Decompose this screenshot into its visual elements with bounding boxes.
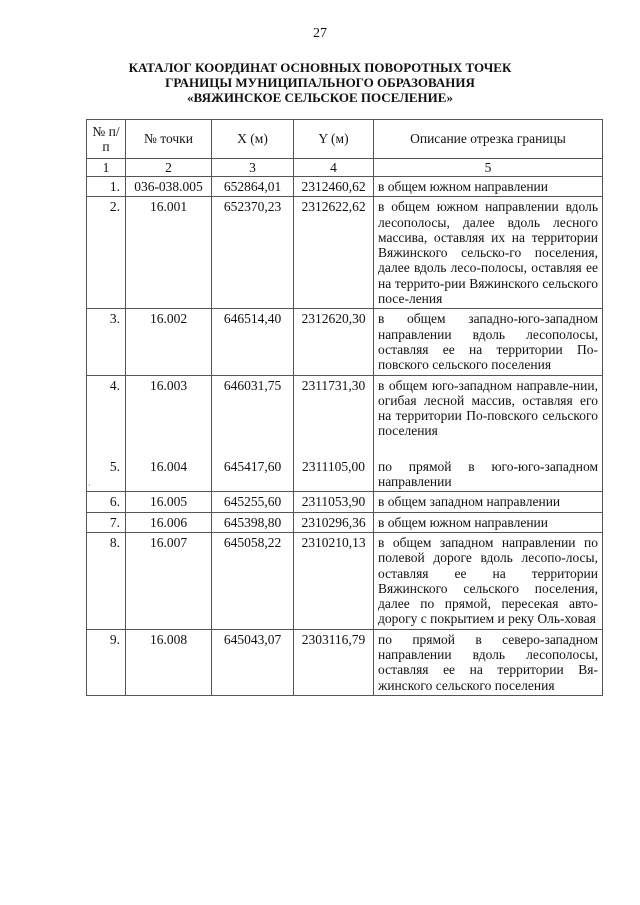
point-id: 16.003 <box>126 375 212 441</box>
table-row <box>87 512 603 532</box>
document-title <box>0 60 640 105</box>
table-row <box>87 309 603 375</box>
row-number: 4. <box>87 375 126 441</box>
page-number: 27 <box>313 26 327 41</box>
table-row <box>87 629 603 695</box>
y-coordinate: 2303116,79 <box>294 629 374 695</box>
row-number: 2. <box>87 197 126 309</box>
x-coordinate: 652370,23 <box>212 197 294 309</box>
segment-description: по прямой в северо-западном направлении вдоль лесополосы, оставляя ее на территории Вя-жинского сельского поселения <box>374 629 603 695</box>
row-number: 7. <box>87 512 126 532</box>
row-number: 5. <box>87 441 126 492</box>
margin-dot: · <box>88 481 91 490</box>
point-id: 16.008 <box>126 629 212 695</box>
header-point: № точки <box>126 120 212 159</box>
x-coordinate: 645058,22 <box>212 532 294 629</box>
table-row <box>87 532 603 629</box>
title-line-3: «ВЯЖИНСКОЕ СЕЛЬСКОЕ ПОСЕЛЕНИЕ» <box>187 90 453 105</box>
header-num: № п/п <box>87 120 126 159</box>
row-number: 1. <box>87 177 126 197</box>
table-row <box>87 375 603 441</box>
y-coordinate: 2312460,62 <box>294 177 374 197</box>
x-coordinate: 646514,40 <box>212 309 294 375</box>
point-id: 16.005 <box>126 492 212 512</box>
table-row <box>87 177 603 197</box>
y-coordinate: 2311053,90 <box>294 492 374 512</box>
header-x: X (м) <box>212 120 294 159</box>
header-y: Y (м) <box>294 120 374 159</box>
y-coordinate: 2310296,36 <box>294 512 374 532</box>
segment-description: по прямой в юго-юго-западном направлении <box>374 441 603 492</box>
segment-description: в общем южном направлении <box>374 177 603 197</box>
x-coordinate: 645398,80 <box>212 512 294 532</box>
x-coordinate: 645255,60 <box>212 492 294 512</box>
column-number: 3 <box>212 159 294 177</box>
title-line-1: КАТАЛОГ КООРДИНАТ ОСНОВНЫХ ПОВОРОТНЫХ ТОЧЕК <box>128 60 512 75</box>
row-number: 6. <box>87 492 126 512</box>
point-id: 16.007 <box>126 532 212 629</box>
segment-description: в общем южном направлении <box>374 512 603 532</box>
x-coordinate: 645043,07 <box>212 629 294 695</box>
x-coordinate: 652864,01 <box>212 177 294 197</box>
coordinates-table <box>86 119 603 696</box>
point-id: 036-038.005 <box>126 177 212 197</box>
y-coordinate: 2311105,00 <box>294 441 374 492</box>
y-coordinate: 2312620,30 <box>294 309 374 375</box>
segment-description: в общем южном направлении вдоль лесополосы, далее вдоль лесного массива, оставляя их на территории Вяжинского сельско-го поселения, далее вдоль лесо-полосы, оставляя ее на террито-рии Вяжинского сельского посе-ления <box>374 197 603 309</box>
table-row <box>87 197 603 309</box>
table-row <box>87 492 603 512</box>
point-id: 16.001 <box>126 197 212 309</box>
segment-description: в общем юго-западном направле-нии, огибая лесной массив, оставляя его на территории По-повского сельского поселения <box>374 375 603 441</box>
row-number: 9. <box>87 629 126 695</box>
table-row <box>87 441 603 492</box>
column-number: 5 <box>374 159 603 177</box>
segment-description: в общем западном направлении по полевой дороге вдоль лесопо-лосы, оставляя ее на территории Вяжинского сельского поселения, далее по прямой, пересекая авто-дорогу с покрытием и реку Оль-ховая <box>374 532 603 629</box>
header-description: Описание отрезка границы <box>374 120 603 159</box>
title-line-2: ГРАНИЦЫ МУНИЦИПАЛЬНОГО ОБРАЗОВАНИЯ <box>165 75 475 90</box>
column-number: 1 <box>87 159 126 177</box>
point-id: 16.006 <box>126 512 212 532</box>
row-number: 3. <box>87 309 126 375</box>
y-coordinate: 2312622,62 <box>294 197 374 309</box>
table-header-row <box>87 120 603 159</box>
point-id: 16.002 <box>126 309 212 375</box>
segment-description: в общем западном направлении <box>374 492 603 512</box>
x-coordinate: 645417,60 <box>212 441 294 492</box>
segment-description: в общем западно-юго-западном направлении вдоль лесополосы, оставляя ее на территории По-повского сельского поселения <box>374 309 603 375</box>
x-coordinate: 646031,75 <box>212 375 294 441</box>
column-number: 4 <box>294 159 374 177</box>
column-number-row <box>87 159 603 177</box>
y-coordinate: 2310210,13 <box>294 532 374 629</box>
y-coordinate: 2311731,30 <box>294 375 374 441</box>
point-id: 16.004 <box>126 441 212 492</box>
row-number: 8. <box>87 532 126 629</box>
column-number: 2 <box>126 159 212 177</box>
